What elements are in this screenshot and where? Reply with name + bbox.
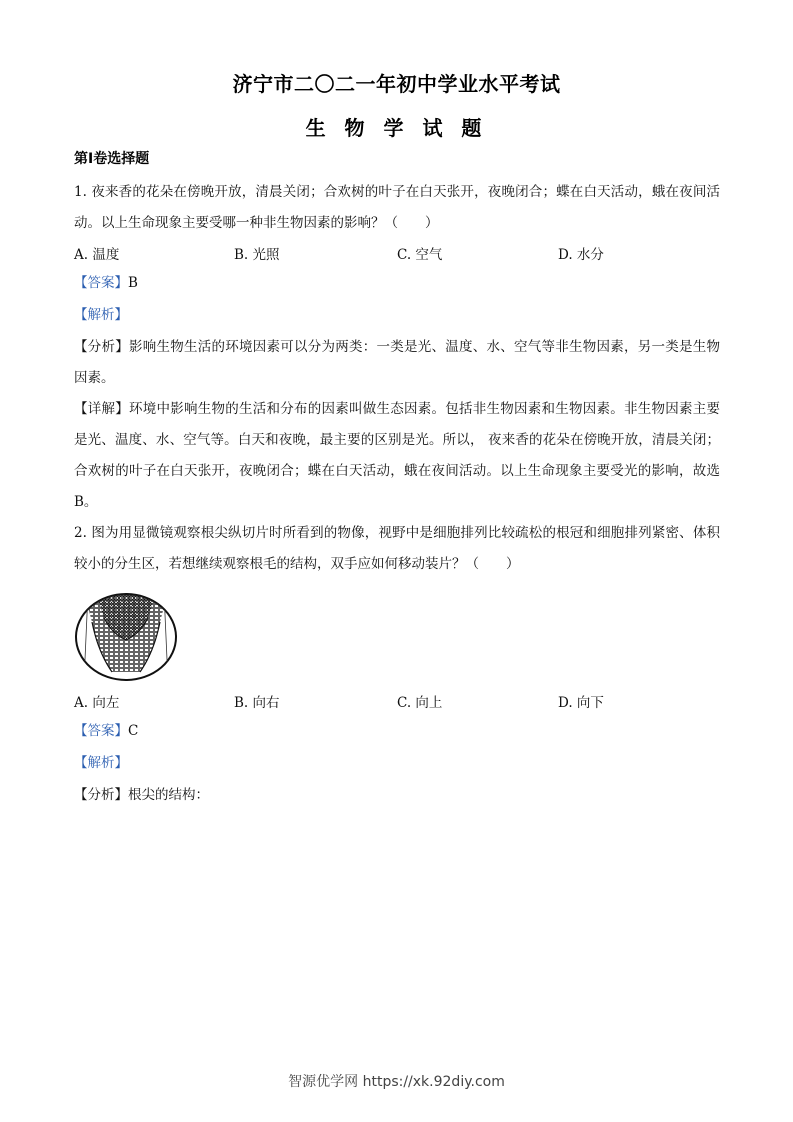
q2-option-c: C. 向上 <box>397 695 443 711</box>
q2-option-d: D. 向下 <box>558 695 604 711</box>
q1-option-d: D. 水分 <box>558 247 604 263</box>
q2-fenxi-text: 根尖的结构： <box>128 787 209 803</box>
q2-answer <box>74 721 138 741</box>
q2-option-a: A. 向左 <box>74 695 120 711</box>
q1-answer <box>74 273 138 293</box>
question-2-stem: 2. 图为用显微镜观察根尖纵切片时所看到的物像，视野中是细胞排列比较疏松的根冠和细胞排列紧密、体积较小的分生区，若想继续观察根毛的结构，双手应如何移动装片？（ ） <box>74 525 720 572</box>
q1-answer-value: B <box>128 275 138 291</box>
q2-option-b: B. 向右 <box>234 695 280 711</box>
q1-xiangjie <box>74 394 720 518</box>
page-subtitle: 生 物 学 试 题 <box>305 116 488 140</box>
q1-fenxi-text: 影响生物生活的环境因素可以分为两类：一类是光、温度、水、空气等非生物因素，另一类是生物因素。 <box>74 339 720 386</box>
q2-fenxi-tag: 【分析】 <box>74 787 128 803</box>
page-title: 济宁市二〇二一年初中学业水平考试 <box>232 72 561 96</box>
q1-xiangjie-text: 环境中影响生物的生活和分布的因素叫做生态因素。包括非生物因素和生物因素。非生物因素主要是光、温度、水、空气等。白天和夜晚，最主要的区别是光。所以， 夜来香的花朵在傍晚开放，清晨关闭；合欢树的叶子在白天张开，夜晚闭合；蝶在白天活动，蛾在夜间活动。以上生命现象主要受光的影响，故选B。 <box>74 401 720 510</box>
root-tip-micrograph <box>74 592 178 682</box>
q2-answer-value: C <box>128 723 139 739</box>
q1-option-c: C. 空气 <box>397 247 443 263</box>
section-title: 第Ⅰ卷选择题 <box>74 151 150 167</box>
q1-fenxi-tag: 【分析】 <box>74 339 129 355</box>
q1-answer-tag: 【答案】 <box>74 275 128 291</box>
q2-fenxi <box>74 785 209 805</box>
q1-option-b: B. 光照 <box>234 247 280 263</box>
q2-analysis-tag: 【解析】 <box>74 755 128 771</box>
footer-watermark: 智源优学网 https://xk.92diy.com <box>288 1074 505 1090</box>
q1-fenxi <box>74 332 720 394</box>
q2-answer-tag: 【答案】 <box>74 723 128 739</box>
question-1-stem: 1. 夜来香的花朵在傍晚开放，清晨关闭；合欢树的叶子在白天张开，夜晚闭合；蝶在白天活动，蛾在夜间活动。以上生命现象主要受哪一种非生物因素的影响？（ ） <box>74 184 720 231</box>
q1-option-a: A. 温度 <box>74 247 120 263</box>
q1-xiangjie-tag: 【详解】 <box>74 401 129 417</box>
q1-analysis-tag: 【解析】 <box>74 307 128 323</box>
